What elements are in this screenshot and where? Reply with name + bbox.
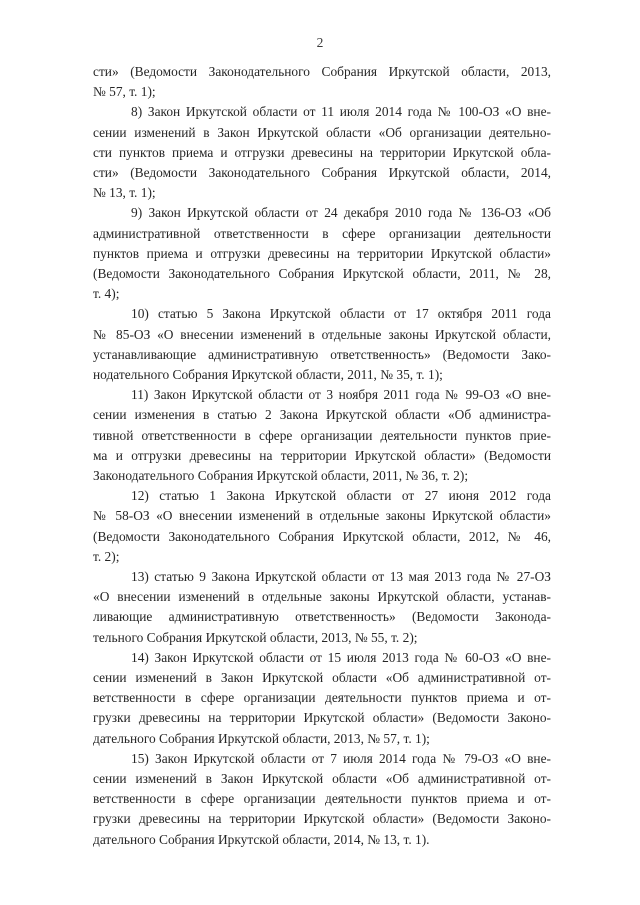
text-line: ливающие административную ответственность» (Ведомости Законода-	[93, 609, 551, 625]
text-line: дательного Собрания Иркутской области, 2013, № 57, т. 1);	[93, 730, 430, 746]
text-line: ветственности в сфере организации деятельности пунктов приема и от-	[93, 791, 551, 807]
text-line: 8) Закон Иркутской области от 11 июля 2014 года № 100-ОЗ «О вне-	[131, 104, 551, 120]
text-line: № 57, т. 1);	[93, 84, 156, 100]
text-line: нодательного Собрания Иркутской области, 2011, № 35, т. 1);	[93, 367, 443, 382]
text-line: сти пунктов приема и отгрузки древесины на территории Иркутской обла-	[93, 144, 551, 160]
text-line: «О внесении изменений в отдельные законы Иркутской области, устанав-	[93, 589, 551, 605]
text-line: грузки древесины на территории Иркутской области» (Ведомости Законо-	[93, 710, 551, 726]
text-line: 12) статью 1 Закона Иркутской области от 27 июня 2012 года	[131, 488, 551, 504]
text-line: сении изменения в статью 2 Закона Иркутской области «Об администра-	[93, 407, 551, 423]
text-line: 9) Закон Иркутской области от 24 декабря 2010 года № 136-ОЗ «Об	[131, 205, 551, 221]
text-line: сти» (Ведомости Законодательного Собрания Иркутской области, 2013,	[93, 64, 551, 79]
text-line: (Ведомости Законодательного Собрания Иркутской области, 2012, № 46,	[93, 528, 551, 544]
text-line: сти» (Ведомости Законодательного Собрания Иркутской области, 2014,	[93, 165, 551, 180]
text-line: сении изменений в Закон Иркутской области «Об организации деятельно-	[93, 124, 551, 140]
text-line: сении изменений в Закон Иркутской области «Об административной от-	[93, 670, 551, 685]
text-line: № 13, т. 1);	[93, 185, 156, 201]
text-line: пунктов приема и отгрузки древесины на территории Иркутской области»	[93, 245, 551, 261]
text-line: № 58-ОЗ «О внесении изменений в отдельные законы Иркутской области»	[93, 508, 551, 524]
text-line: грузки древесины на территории Иркутской области» (Ведомости Законо-	[93, 811, 551, 827]
text-line: ветственности в сфере организации деятельности пунктов приема и от-	[93, 690, 551, 706]
text-line: № 85-ОЗ «О внесении изменений в отдельные законы Иркутской области,	[93, 326, 551, 342]
text-line: (Ведомости Законодательного Собрания Иркутской области, 2011, № 28,	[93, 266, 551, 281]
text-line: административной ответственности в сфере организации деятельности	[93, 225, 551, 241]
text-line: устанавливающие административную ответственность» (Ведомости Зако-	[93, 346, 551, 362]
text-line: тивной ответственности в сфере организации деятельности пунктов прие-	[93, 427, 551, 443]
text-line: тельного Собрания Иркутской области, 2013, № 55, т. 2);	[93, 629, 418, 645]
page-number: 2	[316, 35, 324, 50]
text-line: 13) статью 9 Закона Иркутской области от 13 мая 2013 года № 27-ОЗ	[131, 569, 551, 584]
text-line: дательного Собрания Иркутской области, 2014, № 13, т. 1).	[93, 831, 430, 847]
text-line: 11) Закон Иркутской области от 3 ноября 2011 года № 99-ОЗ «О вне-	[131, 387, 551, 403]
text-line: ма и отгрузки древесины на территории Иркутской области» (Ведомости	[93, 447, 551, 463]
text-line: 10) статью 5 Закона Иркутской области от 17 октября 2011 года	[131, 306, 551, 322]
text-line: Законодательного Собрания Иркутской области, 2011, № 36, т. 2);	[93, 468, 469, 483]
text-line: 15) Закон Иркутской области от 7 июля 2014 года № 79-ОЗ «О вне-	[131, 750, 551, 766]
text-line: т. 4);	[93, 286, 120, 302]
text-line: т. 2);	[93, 548, 120, 564]
text-line: сении изменений в Закон Иркутской области «Об административной от-	[93, 771, 551, 786]
text-line: 14) Закон Иркутской области от 15 июля 2013 года № 60-ОЗ «О вне-	[131, 649, 551, 665]
